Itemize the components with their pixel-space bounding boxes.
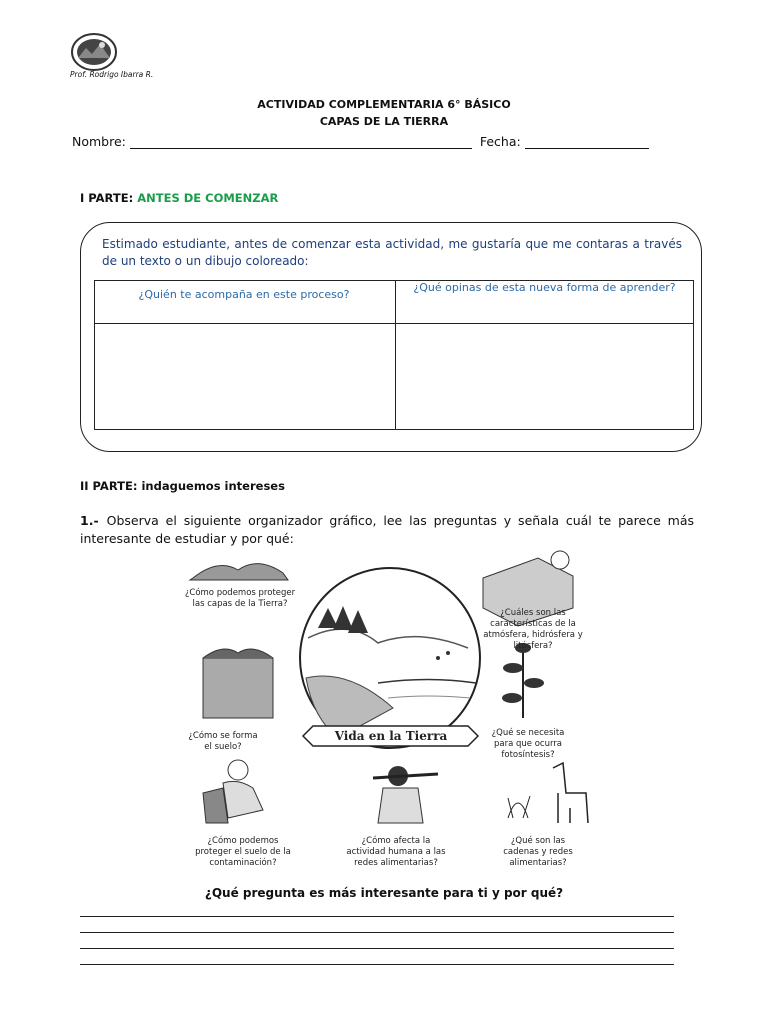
name-date-row bbox=[72, 134, 649, 149]
organizer-q-soil: ¿Cómo se forma el suelo? bbox=[188, 731, 258, 752]
organizer-q-characteristics: ¿Cuáles son las características de la atmósfera, hidrósfera y litósfera? bbox=[483, 608, 583, 651]
teacher-name: Prof. Rodrigo Ibarra R. bbox=[70, 70, 154, 79]
answer-line-2[interactable] bbox=[80, 932, 674, 933]
organizer-q-photosynthesis: ¿Qué se necesita para que ocurra fotosíntesis? bbox=[491, 728, 565, 760]
name-label: Nombre: bbox=[72, 134, 126, 149]
sun-icon bbox=[551, 551, 569, 569]
part1-title: ANTES DE COMENZAR bbox=[137, 191, 279, 205]
part1-intro: Estimado estudiante, antes de comenzar esta actividad, me gustaría que me contaras a través de un texto o un dibujo coloreado: bbox=[102, 237, 682, 268]
organizer-q-chains: ¿Qué son las cadenas y redes alimentarias? bbox=[503, 836, 573, 868]
worksheet-title: ACTIVIDAD COMPLEMENTARIA 6° BÁSICO bbox=[257, 98, 511, 111]
organizer-q-pollution: ¿Cómo podemos proteger el suelo de la contaminación? bbox=[195, 836, 291, 868]
item1-instructions bbox=[80, 512, 694, 548]
final-question: ¿Qué pregunta es más interesante para ti y por qué? bbox=[204, 886, 564, 900]
item1-number: 1.- bbox=[80, 513, 99, 528]
grass-icon bbox=[508, 796, 530, 818]
answer-line-3[interactable] bbox=[80, 948, 674, 949]
answer-cell-opinion[interactable] bbox=[397, 324, 692, 428]
child-icon bbox=[228, 760, 248, 780]
graphic-organizer bbox=[178, 548, 604, 868]
table-divider-vertical bbox=[395, 281, 396, 429]
soil-block-icon bbox=[203, 658, 273, 718]
organizer-q-human: ¿Cómo afecta la actividad humana a las redes alimentarias? bbox=[346, 836, 446, 868]
part1-prefix: I PARTE: bbox=[80, 191, 134, 205]
answer-line-4[interactable] bbox=[80, 964, 674, 965]
table-question-companion: ¿Quién te acompaña en este proceso? bbox=[138, 288, 350, 301]
organizer-center-title: Vida en la Tierra bbox=[334, 729, 448, 743]
answer-cell-companion[interactable] bbox=[96, 324, 392, 428]
answer-line-1[interactable] bbox=[80, 916, 674, 917]
part1-heading bbox=[80, 191, 278, 205]
table-question-opinion: ¿Qué opinas de esta nueva forma de aprender? bbox=[413, 281, 676, 294]
date-field[interactable] bbox=[525, 136, 649, 149]
mountains-icon bbox=[190, 564, 288, 580]
worksheet-subtitle: CAPAS DE LA TIERRA bbox=[319, 115, 449, 128]
school-logo bbox=[70, 32, 118, 72]
organizer-q-protect-layers: ¿Cómo podemos proteger las capas de la Tierra? bbox=[184, 588, 296, 609]
date-label: Fecha: bbox=[479, 134, 521, 149]
llama-icon bbox=[553, 763, 588, 823]
name-field[interactable] bbox=[130, 136, 472, 149]
item1-text: Observa el siguiente organizador gráfico, lee las preguntas y señala cuál te parece más interesante de estudiar y por qué: bbox=[80, 513, 694, 546]
part2-heading: II PARTE: indaguemos intereses bbox=[80, 479, 285, 493]
